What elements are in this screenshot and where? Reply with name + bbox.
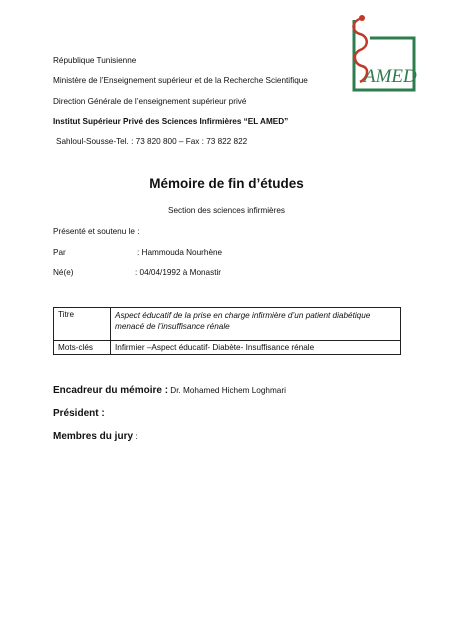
table-row-keywords [54, 341, 401, 355]
jury-label: Membres du jury [53, 431, 134, 442]
birth-value: : 04/04/1992 à Monastir [135, 268, 222, 277]
birth-label: Né(e) [53, 268, 74, 277]
document-title: Mémoire de fin d’études [149, 176, 304, 191]
thesis-info-table [53, 307, 401, 355]
title-key: Titre [54, 308, 111, 341]
president-label: Président : [53, 408, 105, 419]
header-ministry: Ministère de l’Enseignement supérieur et de la Recherche Scientifique [53, 76, 308, 85]
amed-logo [340, 12, 422, 98]
header-contact: Sahloul-Sousse-Tel. : 73 820 800 – Fax : 73 822 822 [56, 137, 248, 146]
table-row-title [54, 308, 401, 341]
supervisor-value: Dr. Mohamed Hichem Loghmari [168, 386, 286, 395]
header-direction: Direction Générale de l’enseignement supérieur privé [53, 97, 247, 106]
author-value: : Hammouda Nourhène [137, 248, 223, 257]
logo-text: AMED [364, 66, 417, 87]
jury-line [53, 431, 138, 442]
keywords-value: Infirmier –Aspect éducatif- Diabète- Insuffisance rénale [111, 341, 401, 355]
author-label: Par [53, 248, 66, 257]
presented-label: Présenté et soutenu le : [53, 227, 140, 236]
supervisor-line [53, 385, 286, 396]
supervisor-label: Encadreur du mémoire : [53, 385, 169, 396]
header-institute: Institut Supérieur Privé des Sciences Infirmières “EL AMED” [53, 117, 289, 126]
section-name: Section des sciences infirmières [168, 206, 285, 215]
header-republic: République Tunisienne [53, 56, 137, 65]
title-value: Aspect éducatif de la prise en charge infirmière d’un patient diabétique menacé de l’insuffisance rénale [111, 308, 401, 341]
keywords-key: Mots-clés [54, 341, 111, 355]
jury-colon: : [133, 432, 138, 441]
